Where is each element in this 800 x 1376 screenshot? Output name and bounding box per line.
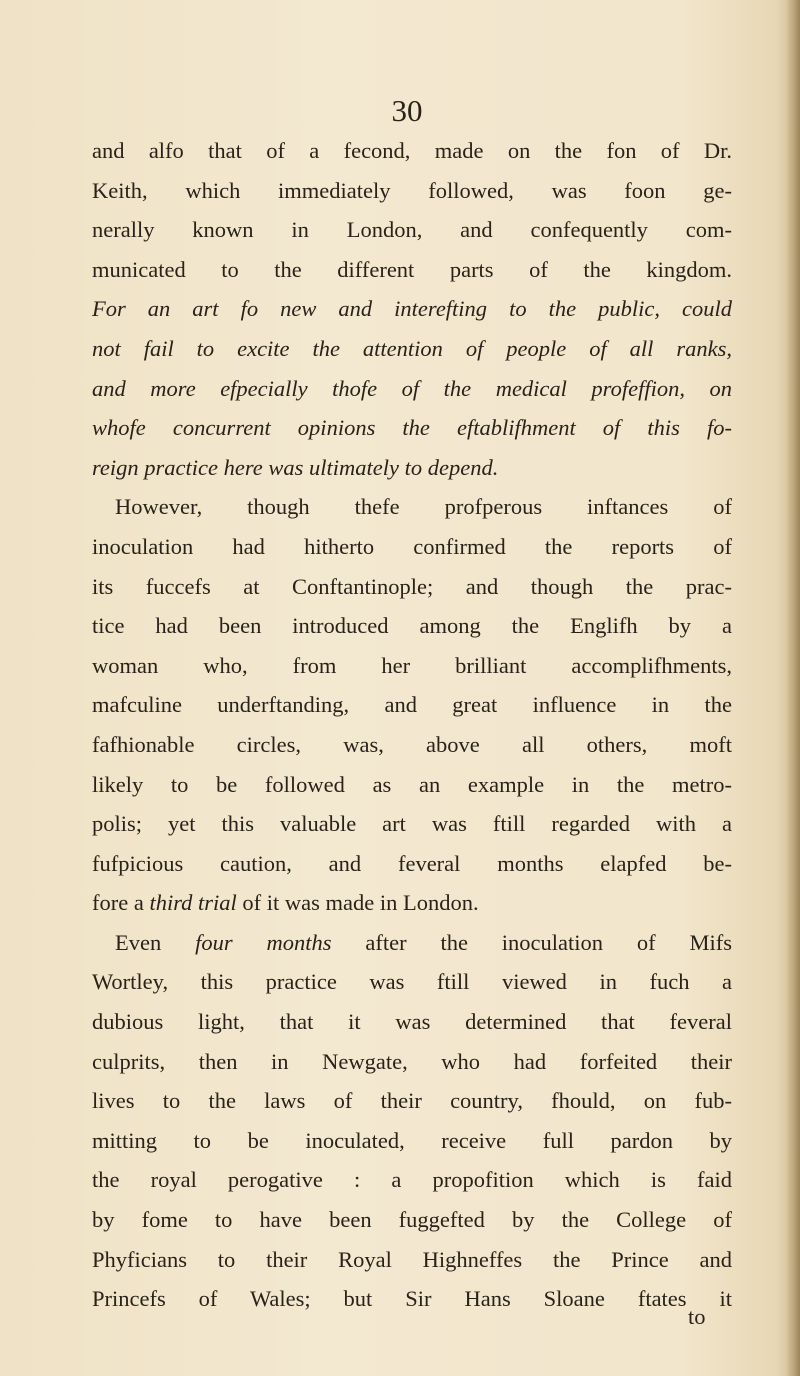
catchword: to [688, 1304, 706, 1329]
text-line: not fail to excite the attention of people of all ranks, [92, 335, 732, 361]
text-line: the royal perogative : a propofition which is faid [92, 1167, 732, 1193]
text-line: inoculation had hitherto confirmed the reports of [92, 533, 732, 559]
text-line: For an art fo new and interefting to the public, could [92, 296, 732, 322]
text-line: Keith, which immediately followed, was foon ge- [92, 177, 732, 203]
text-span: after the inoculation of Mifs [331, 929, 733, 955]
text-line: its fuccefs at Conftantinople; and though the prac- [92, 573, 732, 599]
emphasis-span: third trial [149, 890, 237, 916]
text-line: mitting to be inoculated, receive full pardon by [92, 1127, 732, 1153]
text-line: tice had been introduced among the Englifh by a [92, 613, 732, 639]
text-line: nerally known in London, and confequently com- [92, 217, 732, 243]
text-line: fufpicious caution, and feveral months elapfed be- [92, 850, 732, 876]
text-line: municated to the different parts of the kingdom. [92, 256, 732, 282]
text-span: Even [115, 929, 196, 955]
text-line: Phyficians to their Royal Highneffes the Prince and [92, 1246, 732, 1272]
text-line: and alfo that of a fecond, made on the fon of Dr. [92, 138, 732, 163]
text-line: culprits, then in Newgate, who had forfeited their [92, 1048, 732, 1074]
text-line: polis; yet this valuable art was ftill regarded with a [92, 811, 732, 837]
text-line: likely to be followed as an example in the metro- [92, 771, 732, 797]
text-line: lives to the laws of their country, fhould, on fub- [92, 1088, 732, 1114]
emphasis-span: four months [195, 929, 332, 955]
text-line: fafhionable circles, was, above all others, moft [92, 731, 732, 757]
text-line [92, 923, 732, 963]
text-line: by fome to have been fuggefted by the College of [92, 1207, 732, 1233]
text-line: woman who, from her brilliant accomplifhments, [92, 652, 732, 678]
text-line: dubious light, that it was determined that feveral [92, 1009, 732, 1035]
text-line: However, though thefe profperous inftances of [115, 494, 732, 520]
text-line: reign practice here was ultimately to depend. [92, 454, 499, 480]
text-line [92, 883, 732, 923]
body-text [92, 131, 732, 1319]
page-number: 30 [391, 93, 423, 128]
text-span: of it was made in London. [236, 890, 479, 916]
page-edge-shadow [786, 0, 800, 1376]
text-line: Wortley, this practice was ftill viewed in fuch a [92, 969, 732, 995]
text-span: fore a [92, 890, 150, 916]
text-line: Princefs of Wales; but Sir Hans Sloane ftates it [92, 1286, 732, 1312]
text-line: mafculine underftanding, and great influence in the [92, 692, 732, 718]
text-line: and more efpecially thofe of the medical profeffion, on [92, 375, 732, 401]
text-line: whofe concurrent opinions the eftablifhment of this fo- [92, 415, 732, 441]
